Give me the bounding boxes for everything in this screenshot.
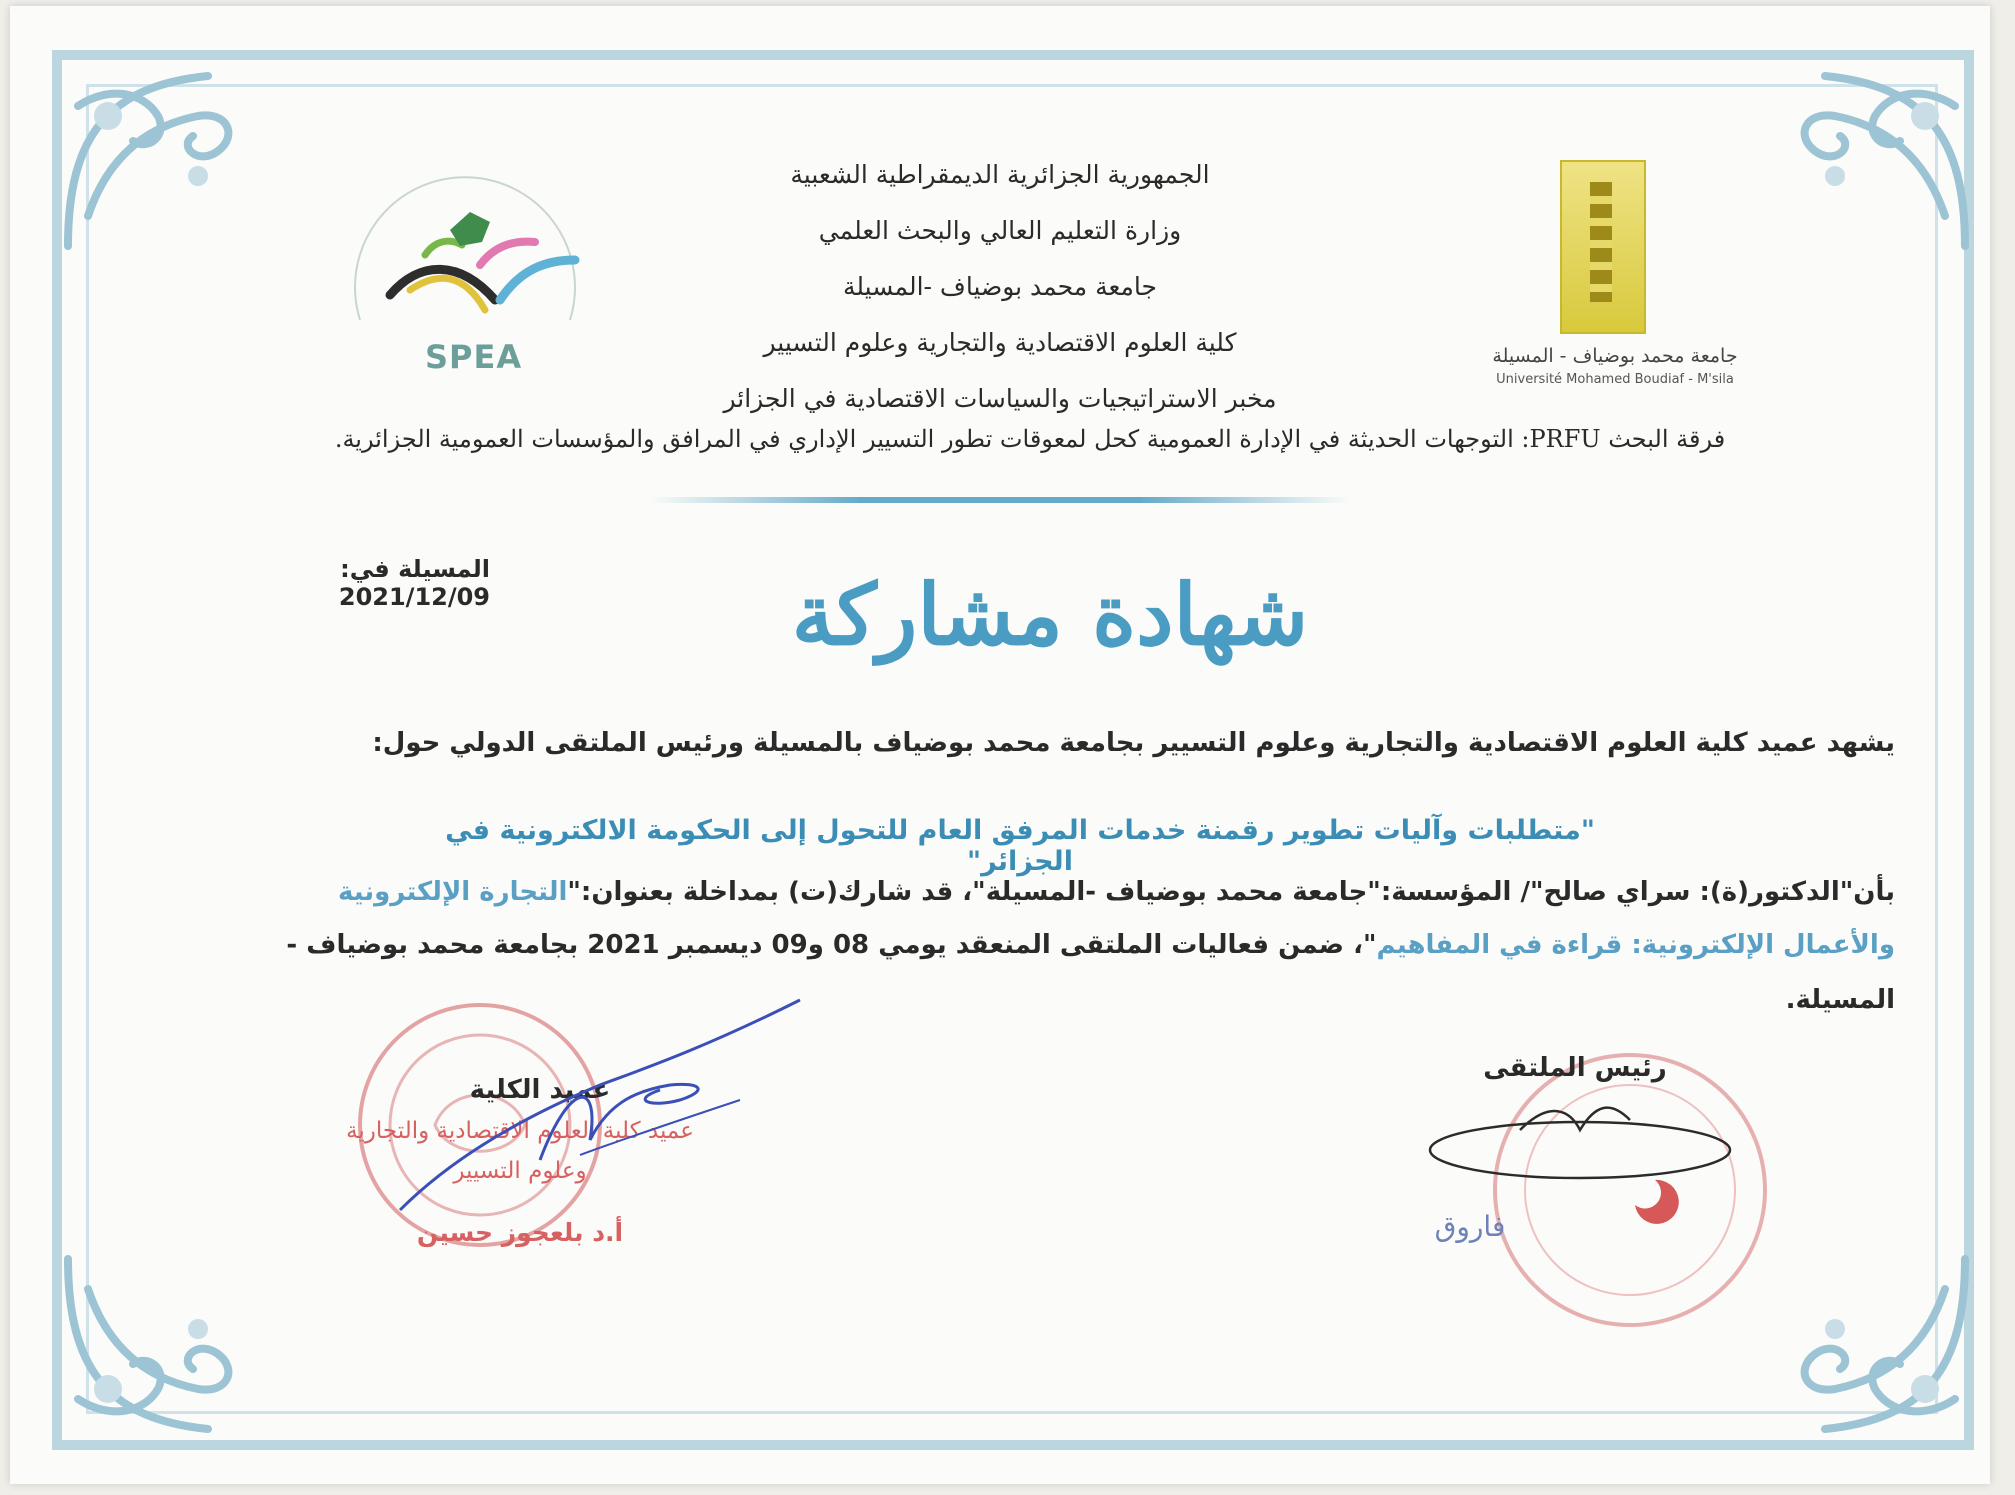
university-logo-french-name: Université Mohamed Boudiaf - M'sila	[1496, 372, 1734, 387]
header-republic: الجمهورية الجزائرية الديمقراطية الشعبية	[790, 160, 1210, 189]
spea-lab-logo	[330, 150, 600, 400]
dean-label: عميد الكلية	[469, 1075, 611, 1105]
participant-details: بأن"الدكتور(ة): سراي صالح"/ المؤسسة:"جامعة محمد بوضياف -المسيلة"، قد شارك(ت) بمداخلة بعنوان:"	[567, 877, 1895, 907]
university-building-icon	[1560, 160, 1646, 334]
ornament-corner-icon	[1755, 1229, 1985, 1459]
university-logo	[1470, 150, 1760, 400]
chair-signature-icon	[1420, 1090, 1740, 1230]
research-team-line: فرقة البحث PRFU: التوجهات الحديثة في الإدارة العمومية كحل لمعوقات تطور التسيير الإداري في المرافق والمؤسسات العمومية الجزائرية.	[334, 425, 1726, 453]
event-details: "، ضمن فعاليات الملتقى المنعقد يومي 08 و09 ديسمبر 2021 بجامعة محمد بوضياف -	[286, 930, 1377, 960]
chair-label: رئيس الملتقى	[1483, 1053, 1667, 1083]
header-lab: مخبر الاستراتيجيات والسياسات الاقتصادية في الجزائر	[723, 384, 1277, 413]
participant-line	[215, 877, 1895, 907]
paper-title-part2: والأعمال الإلكترونية: قراءة في المفاهيم	[1376, 930, 1895, 960]
dean-stamp-title2: وعلوم التسيير	[453, 1158, 587, 1184]
paper-title-part1: التجارة الإلكترونية	[337, 877, 568, 907]
dean-name: أ.د بلعجوز حسين	[416, 1218, 624, 1247]
certificate-title: شهادة مشاركة	[791, 565, 1309, 664]
event-line	[215, 930, 1895, 960]
issue-date: المسيلة في: 2021/12/09	[338, 555, 490, 611]
event-location-line: المسيلة.	[1785, 985, 1895, 1015]
university-logo-arabic-name: جامعة محمد بوضياف - المسيلة	[1492, 345, 1738, 367]
conference-topic: "متطلبات وآليات تطوير رقمنة خدمات المرفق العام للتحول إلى الحكومة الالكترونية في الجزائر"	[445, 815, 1595, 877]
dean-stamp-title: عميد كلية العلوم الاقتصادية والتجارية	[346, 1118, 694, 1144]
header-divider	[650, 497, 1350, 503]
lab-acronym: SPEA	[425, 338, 523, 376]
intro-line: يشهد عميد كلية العلوم الاقتصادية والتجارية وعلوم التسيير بجامعة محمد بوضياف بالمسيلة ورئيس الملتقى الدولي حول:	[372, 728, 1895, 758]
header-faculty: كلية العلوم الاقتصادية والتجارية وعلوم التسيير	[763, 328, 1237, 357]
ornament-corner-icon	[48, 46, 278, 276]
ornament-corner-icon	[1755, 46, 1985, 276]
ornament-corner-icon	[48, 1229, 278, 1459]
dean-signature-icon	[380, 990, 820, 1230]
chair-handwritten-name: فاروق	[1434, 1210, 1506, 1243]
header-university: جامعة محمد بوضياف -المسيلة	[842, 272, 1158, 301]
header-ministry: وزارة التعليم العالي والبحث العلمي	[818, 216, 1182, 245]
